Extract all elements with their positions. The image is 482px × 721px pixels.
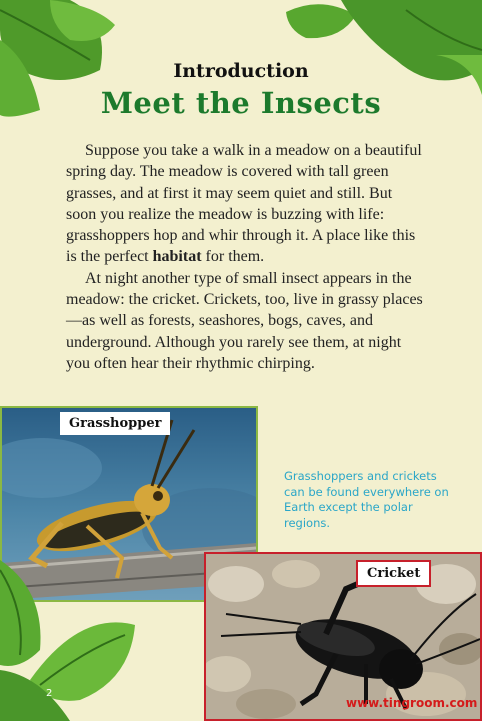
body-text bbox=[66, 140, 426, 374]
cricket-label: Cricket bbox=[356, 560, 431, 587]
watermark: www.tingroom.com bbox=[346, 696, 478, 710]
paragraph-1 bbox=[66, 140, 426, 268]
grasshopper-label: Grasshopper bbox=[60, 412, 170, 435]
photo-caption: Grasshoppers and crickets can be found everywhere on Earth except the polar regions. bbox=[284, 469, 449, 530]
leaf-top-right-decoration bbox=[286, 0, 482, 100]
page-number: 2 bbox=[46, 688, 53, 699]
glossary-term: habitat bbox=[152, 248, 202, 266]
cricket-image bbox=[206, 554, 480, 719]
paragraph-2: At night another type of small insect appears in the meadow: the cricket. Crickets, too, live in grassy places—as well as forests, seashores, bogs, caves, and underground. Although you rarely see them, at night you often hear their rhythmic chirping. bbox=[66, 269, 423, 372]
chapter-label: Introduction bbox=[173, 60, 309, 82]
chapter-title: Meet the Insects bbox=[100, 86, 382, 120]
paragraph-1-text: Suppose you take a walk in a meadow on a beautiful spring day. The meadow is covered with tall green grasses, and at first it may seem quiet and still. But soon you realize the meadow is buzzing with life: grasshoppers hop and whir through it. A place like this is the perfect bbox=[66, 142, 422, 266]
leaf-bottom-left-decoration bbox=[0, 560, 140, 721]
paragraph-1-end: for them. bbox=[201, 248, 265, 266]
